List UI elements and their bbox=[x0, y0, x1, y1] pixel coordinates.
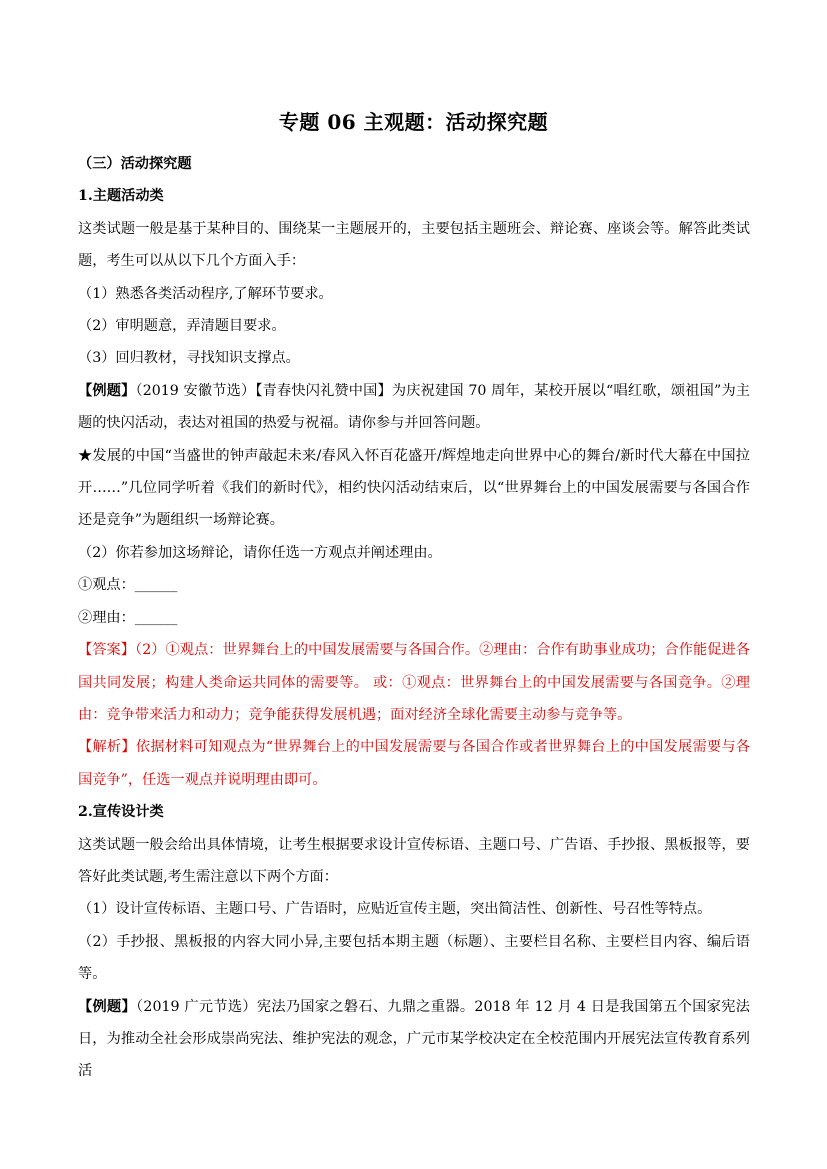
part2-point: （1）设计宣传标语、主题口号、广告语时，应贴近宣传主题，突出简洁性、创新性、号召性等特点。 bbox=[78, 901, 712, 918]
analysis-label: 【解析】 bbox=[78, 739, 136, 756]
part1-heading: 1.主题活动类 bbox=[78, 188, 164, 205]
part1-point: （2）审明题意，弄清题目要求。 bbox=[78, 318, 286, 335]
part2-intro: 这类试题一般会给出具体情境，让考生根据要求设计宣传标语、主题口号、广告语、手抄报、黑板报等，要答好此类试题,考生需注意以下两个方面： bbox=[78, 836, 750, 885]
part1-point: （1）熟悉各类活动程序,了解环节要求。 bbox=[78, 285, 333, 302]
answer-label: 【答案】 bbox=[78, 642, 136, 659]
blank-reason: ②理由：______ bbox=[78, 609, 178, 626]
analysis-block bbox=[78, 731, 750, 796]
example-label: 【例题】 bbox=[78, 998, 137, 1015]
part2-example bbox=[78, 991, 750, 1088]
part2-point: （2）手抄报、黑板报的内容大同小异,主要包括本期主题（标题）、主要栏目名称、主要栏目内容、编后语等。 bbox=[78, 933, 750, 983]
page-title: 专题 06 主观题：活动探究题 bbox=[278, 110, 549, 134]
analysis-text: 依据材料可知观点为“世界舞台上的中国发展需要与各国合作或者世界舞台上的中国发展需要与各国竞争”，任选一观点并说明理由即可。 bbox=[78, 739, 750, 788]
answer-block bbox=[78, 634, 750, 731]
part1-point: （3）回归教材，寻找知识支撑点。 bbox=[78, 350, 300, 367]
part1-example bbox=[78, 375, 750, 440]
part1-question: （2）你若参加这场辩论，请你任选一方观点并阐述理由。 bbox=[78, 544, 442, 561]
part2-heading: 2.宣传设计类 bbox=[78, 804, 164, 821]
answer-text: （2）①观点：世界舞台上的中国发展需要与各国合作。②理由：合作有助事业成功；合作能促进各国共同发展；构建人类命运共同体的需要等。 或：①观点：世界舞台上的中国发展需要与各国竞争。②理由：竞争带来活力和动力；竞争能获得发展机遇；面对经济全球化需要主动参与竞争等。 bbox=[78, 642, 750, 723]
part1-star-text: ★发展的中国“当盛世的钟声敲起未来/春风入怀百花盛开/辉煌地走向世界中心的舞台/新时代大幕在中国拉开……”几位同学听着《我们的新时代》，相约快闪活动结束后，以“世界舞台上的中国发展需要与各国合作还是竞争”为题组织一场辩论赛。 bbox=[78, 447, 750, 529]
example-text: （2019 安徽节选）【青春快闪礼赞中国】为庆祝建国 70 周年，某校开展以“唱红歌，颂祖国”为主题的快闪活动，表达对祖国的热爱与祝福。请你参与并回答问题。 bbox=[78, 382, 750, 432]
example-text: （2019 广元节选）宪法乃国家之磐石、九鼎之重器。2018 年 12 月 4 日是我国第五个国家宪法日，为推动全社会形成崇尚宪法、维护宪法的观念，广元市某学校决定在全校范围内开展宪法宣传教育系列活 bbox=[78, 998, 750, 1080]
section-heading: （三）活动探究题 bbox=[78, 156, 192, 172]
blank-viewpoint: ①观点：______ bbox=[78, 577, 178, 594]
example-label: 【例题】 bbox=[78, 382, 136, 399]
part1-intro: 这类试题一般是基于某种目的、围绕某一主题展开的，主要包括主题班会、辩论赛、座谈会等。解答此类试题，考生可以从以下几个方面入手： bbox=[78, 220, 750, 270]
document-body bbox=[78, 148, 750, 1088]
